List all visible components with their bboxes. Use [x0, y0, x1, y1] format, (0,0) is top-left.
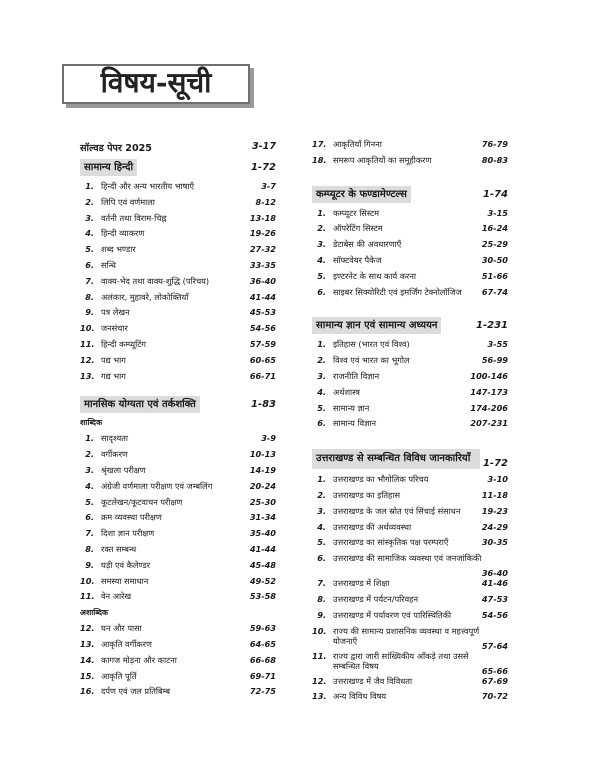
entry-title: दिशा ज्ञान परीक्षण — [101, 528, 155, 539]
toc-entry — [80, 181, 276, 197]
entry-number: 2. — [317, 355, 326, 366]
entry-pages: 147-173 — [470, 386, 508, 397]
toc-entry — [312, 553, 508, 578]
entry-number: 8. — [317, 593, 326, 604]
entry-pages: 64-65 — [249, 638, 276, 649]
entry-number: 12. — [80, 354, 95, 365]
entry-pages: 27-32 — [249, 244, 276, 255]
section-header — [80, 396, 276, 413]
section-header — [80, 159, 276, 176]
solved-paper-label: सॉल्वड पेपर 2025 — [80, 143, 152, 154]
entry-pages: 10-13 — [249, 449, 276, 460]
entry-title: अंग्रेजी वर्णमाला परीक्षण एवं जम्बलिंग — [101, 480, 213, 491]
entry-pages: 33-35 — [249, 259, 276, 270]
toc-entry — [80, 528, 276, 544]
entry-pages: 35-40 — [249, 528, 276, 539]
toc-entry — [312, 474, 508, 490]
entry-number: 11. — [312, 650, 327, 661]
entry-title: अलंकार, मुहावरे, लोकोक्तियाँ — [101, 291, 189, 302]
entry-title: वर्गीकरण — [101, 449, 128, 460]
entry-number: 6. — [85, 259, 94, 270]
entry-title: डेटाबेस की अवधारणाएँ — [333, 239, 402, 250]
toc-left-column — [80, 140, 276, 709]
entry-pages: 49-52 — [249, 575, 276, 586]
entry-title: उत्तराखण्ड का भौगोलिक परिचय — [333, 474, 429, 485]
entry-title: हिन्दी और अन्य भारतीय भाषाएँ — [101, 181, 195, 191]
entry-title: उत्तराखण्ड में पर्यावरण एवं पारिस्थितिकी — [333, 609, 452, 620]
entry-pages: 41-44 — [249, 291, 276, 302]
entry-number: 13. — [312, 691, 327, 702]
page-title: विषय-सूची — [62, 64, 250, 104]
entry-title: वाक्य-भेद तथा वाक्य-शुद्धि (परिचय) — [101, 275, 210, 286]
entry-number: 8. — [85, 291, 94, 302]
entry-number: 6. — [85, 512, 94, 523]
entry-number: 1. — [85, 181, 94, 191]
section-title: सामान्य हिन्दी — [80, 159, 137, 176]
entry-pages: 45-53 — [249, 307, 276, 318]
entry-pages: 60-65 — [249, 354, 276, 365]
entry-title: राज्य की सामान्य प्रशासनिक व्यवस्था व महत्त्वपूर्ण योजनाएँ — [333, 625, 480, 647]
entry-title: साइबर सिक्योरिटी एवं इमर्जिंग टेक्नोलॉजिज — [333, 286, 462, 297]
entry-title: अन्य विविध विषय — [333, 691, 387, 702]
entry-title: इण्टरनेट के साथ कार्य करना — [333, 270, 417, 281]
entry-pages: 66-71 — [249, 370, 276, 381]
entry-number: 3. — [85, 464, 94, 475]
toc-entry — [80, 639, 276, 655]
entry-pages: 207-231 — [470, 418, 508, 429]
entry-title: राजनीति विज्ञान — [333, 370, 380, 381]
entry-title: उत्तराखण्ड का सांस्कृतिक पक्ष परम्पराएँ — [333, 537, 449, 548]
entry-number: 7. — [317, 578, 326, 589]
entry-title: पत्र लेखन — [101, 307, 130, 318]
entry-number: 4. — [85, 480, 94, 491]
entry-title: उत्तराखण्ड में शिक्षा — [333, 578, 390, 589]
entry-pages: 80-83 — [481, 154, 508, 165]
entry-title: कूटलेखन/कूटवाचन परीक्षण — [101, 496, 183, 507]
entry-number: 1. — [317, 474, 326, 485]
toc-entry — [80, 228, 276, 244]
entry-pages: 16-24 — [481, 223, 508, 234]
section-header — [312, 317, 508, 334]
toc-entry — [80, 213, 276, 229]
toc-entry — [80, 497, 276, 513]
toc-entry — [80, 355, 276, 371]
entry-pages: 72-75 — [249, 686, 276, 697]
entry-title: आकृति पूर्ति — [101, 670, 137, 681]
entry-number: 8. — [85, 543, 94, 554]
entry-pages: 3-55 — [487, 339, 508, 350]
entry-title: वर्तनी तथा विराम-चिह्न — [101, 212, 167, 223]
entry-title: लिपि एवं वर्णमाला — [101, 196, 155, 207]
entry-number: 10. — [80, 323, 95, 334]
entry-title: सादृश्यता — [101, 433, 129, 444]
section-header — [312, 449, 508, 469]
entry-number: 12. — [312, 675, 327, 686]
entry-title: दर्पण एवं जल प्रतिबिम्ब — [101, 686, 171, 697]
entry-number: 5. — [317, 270, 326, 281]
entry-pages: 59-63 — [249, 623, 276, 634]
toc-entry — [312, 626, 508, 651]
entry-title: उत्तराखण्ड में पर्यटन/परिवहन — [333, 593, 419, 604]
toc-entry — [312, 139, 508, 155]
toc-entry — [80, 465, 276, 481]
entry-pages: 53-58 — [249, 591, 276, 602]
entry-number: 3. — [317, 370, 326, 381]
entry-number: 4. — [317, 386, 326, 397]
entry-number: 4. — [85, 228, 94, 239]
toc-entry — [80, 292, 276, 308]
entry-pages: 31-34 — [249, 512, 276, 523]
toc-entry — [80, 449, 276, 465]
section-pages: 1-83 — [250, 399, 276, 411]
entry-title: उत्तराखण्ड के जल स्रोत एवं सिंचाई संसाधन — [333, 505, 461, 516]
toc-entry — [312, 490, 508, 506]
entry-pages: 67-69 — [481, 675, 508, 686]
entry-number: 9. — [85, 307, 94, 318]
toc-entry — [312, 691, 508, 707]
toc-entry — [80, 591, 276, 607]
toc-entry — [312, 287, 508, 303]
entry-pages: 14-19 — [249, 464, 276, 475]
entry-title: राज्य द्वारा जारी सांख्यिकीय आँकड़े तथा उससे सम्बन्धित विषय — [333, 650, 469, 672]
entry-pages: 25-29 — [481, 239, 508, 250]
entry-title: सन्धि — [101, 259, 116, 270]
entry-title: गद्य भाग — [101, 370, 126, 381]
toc-entry — [312, 255, 508, 271]
entry-title: घड़ी एवं कैलेण्डर — [101, 559, 151, 570]
entry-title: सामान्य ज्ञान — [333, 402, 370, 413]
entry-number: 15. — [80, 670, 95, 681]
entry-number: 6. — [317, 418, 326, 429]
entry-title: इतिहास (भारत एवं विश्व) — [333, 339, 410, 350]
entry-pages: 100-146 — [470, 370, 508, 381]
entry-pages: 45-48 — [249, 559, 276, 570]
entry-pages: 67-74 — [481, 286, 508, 297]
toc-entry — [80, 307, 276, 323]
toc-entry — [80, 371, 276, 387]
toc-entry — [80, 544, 276, 560]
entry-pages: 3-15 — [487, 207, 508, 218]
toc-entry — [80, 276, 276, 292]
entry-pages: 25-30 — [249, 496, 276, 507]
entry-title: उत्तराखण्ड में जैव विविधता — [333, 675, 413, 686]
toc-entry — [80, 671, 276, 687]
entry-pages: 41-44 — [249, 543, 276, 554]
entry-title: अर्थशास्त्र — [333, 386, 360, 397]
toc-entry — [80, 512, 276, 528]
entry-title: श्रृंखला परीक्षण — [101, 464, 146, 475]
entry-pages: 3-7 — [261, 181, 276, 191]
toc-entry — [80, 686, 276, 702]
section-spacer — [312, 302, 508, 314]
entry-number: 17. — [312, 139, 327, 149]
entry-title: उत्तराखण्ड की सामाजिक व्यवस्था एवं जनजांकिकी — [333, 553, 482, 564]
entry-pages: 76-79 — [481, 139, 508, 149]
subsection-title: शाब्दिक — [80, 418, 103, 428]
entry-title: कम्प्यूटर सिस्टम — [333, 207, 380, 218]
entry-pages: 47-53 — [481, 593, 508, 604]
entry-pages: 36-40 — [249, 275, 276, 286]
toc-entry — [80, 260, 276, 276]
entry-pages: 3-10 — [487, 474, 508, 485]
entry-title: उत्तराखण्ड का इतिहास — [333, 489, 401, 500]
entry-pages: 174-206 — [470, 402, 508, 413]
toc-entry — [80, 560, 276, 576]
entry-pages: 36-40 — [481, 568, 508, 579]
toc-entry — [312, 223, 508, 239]
toc-entry — [312, 610, 508, 626]
entry-title: जनसंचार — [101, 323, 128, 334]
entry-title: विश्व एवं भारत का भूगोल — [333, 355, 410, 366]
entry-pages: 57-59 — [249, 338, 276, 349]
entry-pages: 54-56 — [481, 609, 508, 620]
entry-number: 18. — [312, 154, 327, 165]
entry-pages: 30-35 — [481, 537, 508, 548]
entry-title: हिन्दी व्याकरण — [101, 228, 145, 239]
entry-pages: 19-26 — [249, 228, 276, 239]
toc-entry — [80, 481, 276, 497]
toc-entry — [80, 576, 276, 592]
toc-entry — [80, 623, 276, 639]
entry-number: 2. — [317, 223, 326, 234]
entry-title: कागज मोड़ना और काटना — [101, 654, 177, 665]
entry-title: रक्त सम्बन्ध — [101, 543, 137, 554]
entry-number: 5. — [85, 496, 94, 507]
entry-number: 5. — [317, 537, 326, 548]
toc-entry — [312, 155, 508, 171]
entry-title: ऑपरेटिंग सिस्टम — [333, 223, 383, 234]
solved-paper-pages: 3-17 — [251, 141, 276, 152]
section-spacer — [80, 702, 276, 709]
entry-pages: 20-24 — [249, 480, 276, 491]
entry-title: क्रम व्यवस्था परीक्षण — [101, 512, 162, 523]
entry-number: 13. — [80, 370, 95, 381]
entry-number: 6. — [317, 553, 326, 564]
toc-entry — [312, 578, 508, 594]
entry-number: 1. — [85, 433, 94, 444]
entry-number: 9. — [85, 559, 94, 570]
toc-entry — [80, 323, 276, 339]
entry-pages: 69-71 — [249, 670, 276, 681]
subsection-title: अशाब्दिक — [80, 608, 109, 618]
entry-number: 2. — [85, 196, 94, 207]
toc-entry — [312, 271, 508, 287]
entry-number: 1. — [317, 207, 326, 218]
toc-entry — [312, 537, 508, 553]
entry-number: 7. — [85, 528, 94, 539]
entry-number: 11. — [80, 338, 95, 349]
entry-title: पद्य भाग — [101, 354, 126, 365]
entry-number: 11. — [80, 591, 95, 602]
entry-pages: 8-12 — [255, 196, 276, 207]
toc-entry — [80, 339, 276, 355]
entry-title: वेन आरेख — [101, 591, 132, 602]
entry-number: 2. — [317, 489, 326, 500]
toc-entry — [312, 418, 508, 434]
toc-entry — [80, 433, 276, 449]
entry-number: 10. — [80, 575, 95, 586]
section-pages: 1-231 — [476, 320, 508, 332]
section-pages: 1-72 — [250, 162, 276, 173]
entry-number: 3. — [317, 239, 326, 250]
entry-pages: 30-50 — [481, 254, 508, 265]
entry-number: 1. — [317, 339, 326, 350]
section-title: उत्तराखण्ड से सम्बन्धित विविध जानकारियाँ — [312, 449, 480, 469]
section-spacer — [312, 171, 508, 183]
entry-title: शब्द भण्डार — [101, 244, 136, 255]
toc-entry — [312, 506, 508, 522]
entry-number: 7. — [85, 275, 94, 286]
entry-number: 5. — [85, 244, 94, 255]
section-spacer — [80, 386, 276, 393]
section-header — [312, 186, 508, 203]
entry-pages: 70-72 — [481, 691, 508, 702]
entry-pages: 11-18 — [481, 489, 508, 500]
section-pages: 1-74 — [482, 188, 508, 200]
entry-pages: 65-66 — [481, 665, 508, 676]
entry-title: आकृतियाँ गिनना — [333, 139, 382, 149]
entry-title: सामान्य विज्ञान — [333, 418, 377, 429]
entry-number: 14. — [80, 654, 95, 665]
toc-entry — [312, 371, 508, 387]
entry-title: समरूप आकृतियों का समूहीकरण — [333, 154, 432, 165]
entry-title: समस्या समाधान — [101, 575, 149, 586]
section-pages: 1-72 — [482, 458, 508, 470]
entry-number: 4. — [317, 254, 326, 265]
toc-entry — [312, 355, 508, 371]
entry-pages: 51-66 — [481, 270, 508, 281]
entry-pages: 3-9 — [261, 433, 276, 444]
toc-entry — [312, 208, 508, 224]
entry-pages: 19-23 — [481, 505, 508, 516]
toc-entry — [312, 676, 508, 692]
entry-number: 3. — [85, 212, 94, 223]
toc-entry — [80, 197, 276, 213]
section-spacer — [312, 434, 508, 446]
entry-pages: 54-56 — [249, 323, 276, 334]
entry-number: 10. — [312, 625, 327, 636]
entry-number: 6. — [317, 286, 326, 297]
toc-entry — [312, 522, 508, 538]
entry-number: 12. — [80, 623, 95, 634]
entry-title: सॉफ्टवेयर पैकेज — [333, 254, 382, 265]
entry-number: 13. — [80, 638, 95, 649]
toc-entry — [80, 655, 276, 671]
entry-pages: 57-64 — [481, 640, 508, 651]
solved-paper-entry — [80, 141, 276, 154]
entry-pages: 13-18 — [249, 212, 276, 223]
toc-entry — [312, 651, 508, 676]
toc-entry — [312, 594, 508, 610]
toc-entry — [312, 339, 508, 355]
toc-entry — [80, 244, 276, 260]
entry-pages: 66-68 — [249, 654, 276, 665]
toc-entry — [312, 239, 508, 255]
toc-right-column — [312, 139, 508, 707]
entry-title: घन और पासा — [101, 623, 142, 634]
toc-entry — [312, 403, 508, 419]
section-title: सामान्य ज्ञान एवं सामान्य अध्ययन — [312, 317, 441, 334]
entry-number: 9. — [317, 609, 326, 620]
entry-number: 5. — [317, 402, 326, 413]
entry-pages: 24-29 — [481, 521, 508, 532]
entry-title: हिन्दी कम्प्यूटिंग — [101, 338, 147, 349]
entry-title: उत्तराखण्ड की अर्थव्यवस्था — [333, 521, 412, 532]
entry-number: 3. — [317, 505, 326, 516]
toc-entry — [312, 387, 508, 403]
entry-title: आकृति वर्गीकरण — [101, 638, 152, 649]
section-title: कम्प्यूटर के फण्डामेण्टल्स — [312, 186, 411, 203]
entry-pages: 56-99 — [481, 355, 508, 366]
entry-number: 2. — [85, 449, 94, 460]
section-title: मानसिक योग्यता एवं तर्कशक्ति — [80, 396, 200, 413]
entry-number: 4. — [317, 521, 326, 532]
entry-number: 16. — [80, 686, 95, 697]
entry-pages: 41-46 — [481, 578, 508, 589]
